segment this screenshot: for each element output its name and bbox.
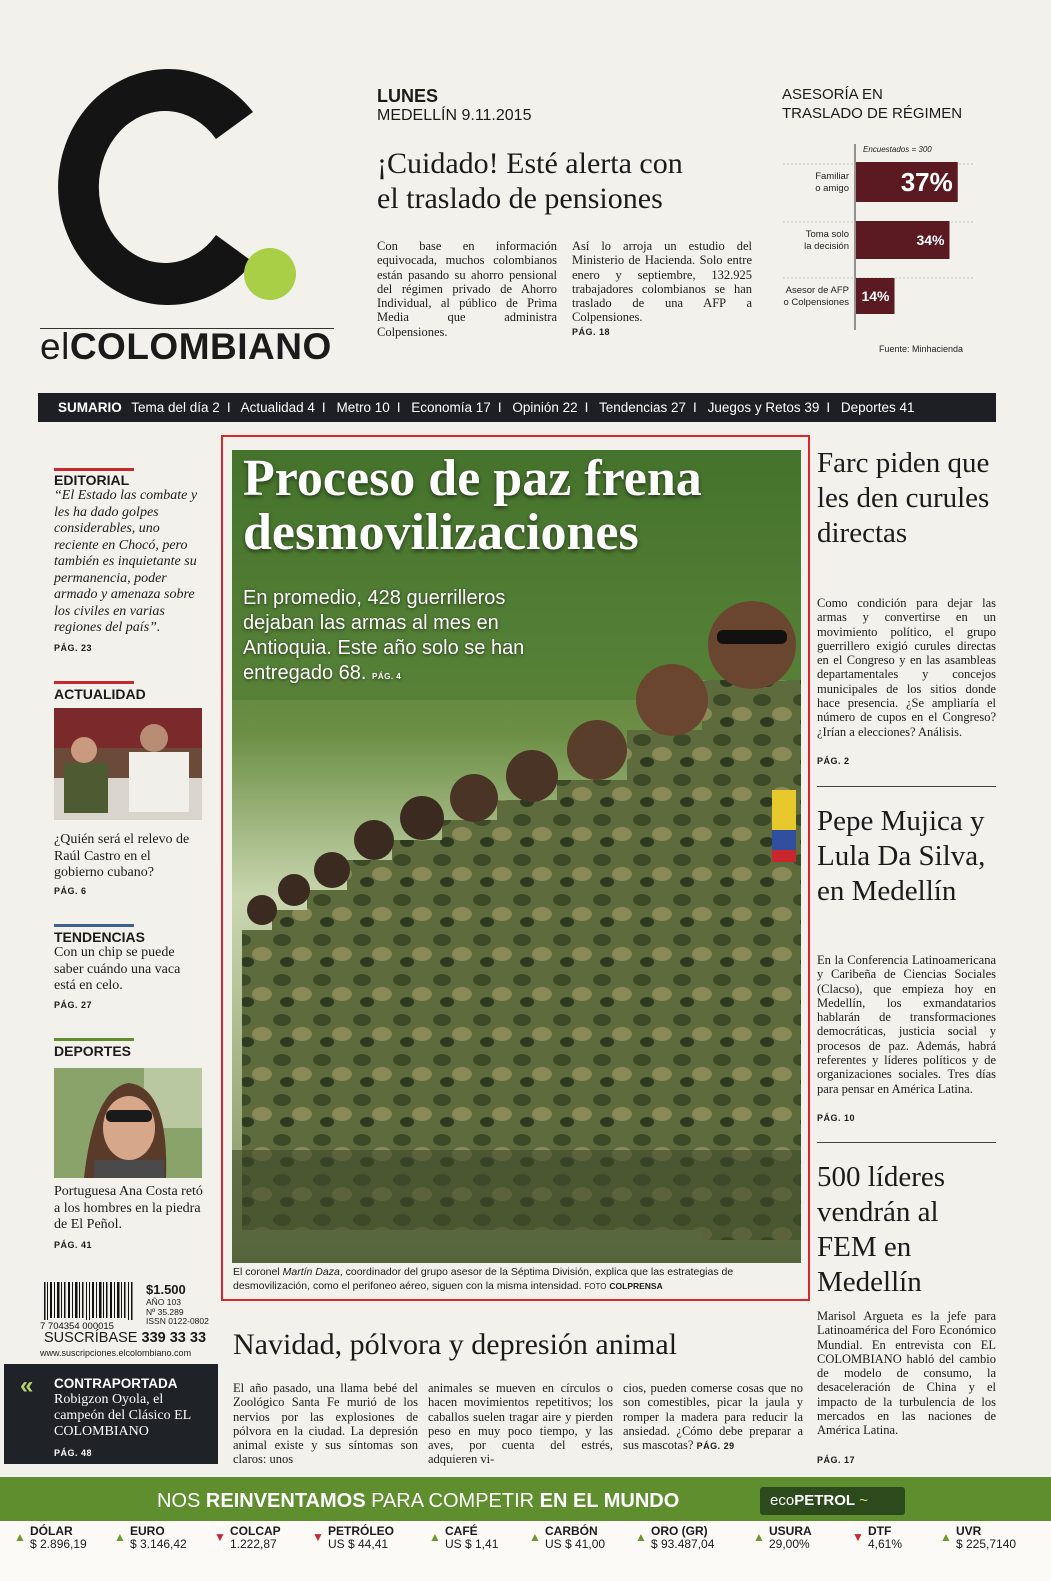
indicator-name: ORO (GR): [651, 1524, 708, 1538]
story-fem-headline[interactable]: 500 líderes vendrán al FEM en Medellín: [817, 1161, 946, 1298]
deportes-text: Portuguesa Ana Costa retó a los hombres en la piedra de El Peñol.: [54, 1184, 203, 1232]
indicator-arrow-icon: ▼: [214, 1530, 226, 1544]
indicator-name: USURA: [769, 1524, 812, 1538]
indicator-arrow-icon: ▼: [852, 1530, 864, 1544]
indicator-value: US $ 41,00: [545, 1537, 606, 1551]
issue-year: AÑO 103: [146, 1297, 181, 1307]
chart-category-label: o amigo: [815, 183, 849, 194]
tendencias-label: TENDENCIAS: [54, 929, 146, 945]
indicator-arrow-icon: ▲: [940, 1530, 952, 1544]
navidad-column-1: El año pasado, una llama bebé del Zoológico Santa Fe murió de los nervios por las explosiones de pólvora en la ciudad. La depresión animal existe y sus síntomas son claros: unos: [233, 1381, 418, 1467]
tendencias-page-ref[interactable]: PÁG. 27: [54, 1000, 93, 1010]
deportes-photo[interactable]: [54, 1068, 202, 1178]
tendencias-rule: [54, 924, 134, 927]
caption-credit-label: FOTO: [584, 1281, 607, 1291]
indicator-value: 29,00%: [769, 1537, 810, 1551]
contraportada-box[interactable]: [4, 1364, 218, 1464]
soldiers-photo[interactable]: [232, 450, 801, 1263]
ecopetrol-logo: [760, 1487, 905, 1515]
photo-headline-line2: desmovilizaciones: [243, 504, 639, 561]
sumario-label: SUMARIO: [58, 400, 122, 415]
indicator-name: CAFÉ: [445, 1524, 478, 1538]
lead-column-2: [572, 239, 752, 339]
indicator-arrow-icon: ▲: [429, 1530, 441, 1544]
banner-word-1: NOS: [157, 1490, 201, 1512]
newspaper-name: [40, 326, 332, 368]
lead-column-2-text: Así lo arroja un estudio del Ministerio de Hacienda. Solo entre enero y septiembre, 132.925 trabajadores colombianos se han traslado de una AFP a Colpensiones.: [572, 239, 752, 325]
story-fem-page-ref[interactable]: PÁG. 17: [817, 1455, 856, 1465]
lead-page-ref[interactable]: PÁG. 18: [572, 326, 611, 337]
chart-category-label: la decisión: [804, 241, 849, 252]
indicator-name: COLCAP: [230, 1524, 281, 1538]
indicator-name: PETRÓLEO: [328, 1524, 395, 1538]
story-farc-text: Como condición para dejar las armas y convertirse en un movimiento político, el grupo guerrillero exigió curules directas en el Congreso y en las asambleas departamentales y concejos municipales de los sitios donde hace presencia. ¿Se ampliaría el número de cupos en el Congreso? ¿Irían a elecciones? Análisis.: [817, 596, 996, 739]
caption-name: Martín Daza: [282, 1266, 340, 1278]
banner-word-3: PARA COMPETIR: [371, 1490, 535, 1512]
barcode: [40, 1282, 140, 1330]
sumario-item[interactable]: Deportes 41: [840, 400, 915, 415]
lead-column-1: Con base en información equivocada, muchos colombianos están pasando su ahorro pensional del régimen privado de Ahorro Individual, al público de Prima Media que administra Colpensiones.: [377, 239, 557, 339]
masthead-logo-c: [38, 52, 298, 322]
actualidad-photo[interactable]: [54, 708, 202, 820]
editorial-label: EDITORIAL: [54, 472, 130, 488]
story-farc-headline[interactable]: Farc piden que les den curules directas: [817, 447, 990, 549]
indicator-name: DÓLAR: [30, 1524, 73, 1538]
chart-title-line2: TRASLADO DE RÉGIMEN: [782, 105, 963, 122]
price: $1.500: [146, 1282, 186, 1297]
indicator-value: $ 225,7140: [956, 1537, 1017, 1551]
actualidad-page-ref[interactable]: PÁG. 6: [54, 886, 87, 896]
indicator-value: $ 2.896,19: [30, 1537, 87, 1551]
lead-headline-line2: el traslado de pensiones: [377, 182, 663, 215]
iguana-icon: ~: [859, 1492, 868, 1509]
actualidad-text: ¿Quién será el relevo de Raúl Castro en el gobierno cubano?: [54, 832, 190, 880]
right-divider: [817, 1142, 996, 1143]
indicator-arrow-icon: ▲: [635, 1530, 647, 1544]
sumario-bar: SUMARIO Tema del día 2 I Actualidad 4 I Metro 10 I Economía 17 I Opinión 22 I Tendencias 27 I Juegos y Retos 39 I Deportes 41: [38, 393, 996, 422]
chart-value-label: 37%: [900, 167, 953, 197]
contraportada-label: CONTRAPORTADA: [54, 1376, 178, 1391]
banner-word-4: EN EL MUNDO: [539, 1490, 680, 1512]
subscribe-phone: 339 33 33: [141, 1330, 207, 1346]
contraportada-page-ref[interactable]: PÁG. 48: [54, 1448, 93, 1458]
indicator-value: US $ 44,41: [328, 1537, 389, 1551]
story-fem-text: Marisol Argueta es la jefe para Latinoamérica del Foro Económico Mundial. En entrevista con EL COLOMBIANO habló del cambio de modelo de consumo, la desaceleración de China y el impacto de la turbulencia de los mercados en las naciones de América Latina.: [817, 1309, 996, 1438]
issue-info: [146, 1298, 209, 1327]
issue-day: LUNES: [377, 86, 439, 106]
indicator-arrow-icon: ▼: [312, 1530, 324, 1544]
issue-issn: ISSN 0122-0802: [146, 1316, 209, 1326]
editorial-rule: [54, 468, 134, 471]
name-colombiano: COLOMBIANO: [69, 326, 332, 367]
subscribe-label: SUSCRÍBASE: [44, 1330, 138, 1346]
story-mujica-text: En la Conferencia Latinoamericana y Caribeña de Ciencias Sociales (Clacso), que empieza hoy en Medellín, los exmandatarios hablarán de transformaciones democráticas, justicia social y procesos de paz. Además, habrá referentes y líderes políticos y de organizaciones sociales. Tres días para pensar en América Latina.: [817, 953, 996, 1096]
sumario-item[interactable]: Juegos y Retos 39: [707, 400, 820, 415]
indicator-value: 1.222,87: [230, 1537, 277, 1551]
indicator-arrow-icon: ▲: [14, 1530, 26, 1544]
navidad-column-3: [623, 1381, 803, 1453]
indicator-name: DTF: [868, 1524, 892, 1538]
sumario-item[interactable]: Metro 10: [336, 400, 390, 415]
caption-part-a: El coronel: [233, 1266, 283, 1278]
barcode-number: 7 704354 000015: [40, 1321, 114, 1330]
pension-chart: [775, 140, 995, 360]
chart-title-line1: ASESORÍA EN: [782, 86, 883, 103]
banner-slogan: [157, 1490, 679, 1513]
indicator-arrow-icon: ▲: [753, 1530, 765, 1544]
indicator-arrow-icon: ▲: [529, 1530, 541, 1544]
chart-value-label: 14%: [861, 288, 890, 304]
editorial-quote: “El Estado las combate y les ha dado golpes considerables, uno reciente en Chocó, pero también es inquietante su permanencia, poder armado y amenaza sobre los civiles en varias regiones del país”.: [54, 488, 198, 635]
sumario-item[interactable]: Actualidad 4: [240, 400, 315, 415]
photo-headline-line1: Proceso de paz frena: [243, 450, 702, 507]
lead-headline[interactable]: [377, 146, 777, 216]
chart-category-label: Familiar: [815, 171, 849, 182]
tendencias-text: Con un chip se puede saber cuándo una vaca está en celo.: [54, 945, 181, 993]
issue-number: Nº 35.289: [146, 1306, 184, 1317]
actualidad-rule: [54, 681, 134, 684]
chart-category-label: o Colpensiones: [783, 297, 849, 308]
caption-credit: COLPRENSA: [609, 1280, 663, 1291]
double-chevron-icon: «: [20, 1372, 34, 1399]
actualidad-label: ACTUALIDAD: [54, 686, 146, 702]
photo-subhead-text: En promedio, 428 guerrilleros dejaban las armas al mes en Antioquia. Este año solo se han entregado 68.: [243, 587, 525, 684]
lead-headline-line1: ¡Cuidado! Esté alerta con: [377, 147, 683, 180]
name-el: el: [40, 326, 70, 367]
logo-green-dot: [244, 248, 296, 300]
logo-petrol: PETROL: [794, 1492, 856, 1509]
photo-headline[interactable]: [243, 452, 798, 560]
deportes-rule: [54, 1038, 134, 1041]
chart-category-label: Asesor de AFP: [785, 285, 849, 296]
issue-city-date: MEDELLÍN 9.11.2015: [377, 107, 532, 124]
indicator-name: UVR: [956, 1524, 982, 1538]
navidad-column-2: animales se mueven en círculos o hacen movimientos repetitivos; los caballos suelen tragar aire y pierden peso en muy poco tiempo, y las aves, por cuenta del estrés, adquieren vi-: [428, 1381, 613, 1467]
chart-title: [782, 85, 962, 123]
deportes-label: DEPORTES: [54, 1043, 132, 1059]
photo-subhead: [243, 586, 563, 689]
story-mujica-headline[interactable]: Pepe Mujica y Lula Da Silva, en Medellín: [817, 805, 986, 907]
editorial-page-ref[interactable]: PÁG. 23: [54, 643, 93, 653]
indicator-value: $ 93.487,04: [651, 1537, 715, 1551]
photo-subhead-page-ref[interactable]: PÁG. 4: [372, 672, 402, 681]
sumario-item[interactable]: Opinión 22: [512, 400, 578, 415]
story-farc-page-ref[interactable]: PÁG. 2: [817, 756, 850, 766]
logo-eco: eco: [770, 1492, 795, 1509]
sumario-item[interactable]: Tendencias 27: [598, 400, 687, 415]
right-divider: [817, 786, 996, 787]
indicator-arrow-icon: ▲: [114, 1530, 126, 1544]
sumario-item[interactable]: Economía 17: [411, 400, 491, 415]
sumario-item[interactable]: Tema del día 2: [131, 400, 220, 415]
navidad-column-3-text: cios, pueden comerse cosas que no son comestibles, picar la jaula y romper la madera para reducir la ansiedad. ¿Cómo debe preparar a sus mascotas?: [623, 1381, 803, 1453]
indicator-value: US $ 1,41: [445, 1537, 499, 1551]
chart-category-label: Toma solo: [805, 229, 849, 240]
photo-caption: [233, 1266, 801, 1293]
indicator-name: EURO: [130, 1524, 165, 1538]
indicator-name: CARBÓN: [545, 1524, 598, 1538]
story-mujica-page-ref[interactable]: PÁG. 10: [817, 1113, 856, 1123]
chart-note: Encuestados = 300: [863, 145, 932, 154]
chart-value-label: 34%: [916, 232, 945, 248]
contraportada-text: Robigzon Oyola, el campeón del Clásico EL COLOMBIANO: [54, 1392, 191, 1439]
indicator-value: 4,61%: [868, 1537, 903, 1551]
navidad-page-ref[interactable]: PÁG. 29: [696, 1441, 735, 1452]
caption-part-b: , coordinador del grupo asesor de la Séptima División, explica que las estrategias de desmovilización, como el perifoneo aéreo, siguen con la misma intensidad.: [233, 1266, 734, 1292]
banner-word-2: REINVENTAMOS: [205, 1490, 366, 1512]
subscribe-url[interactable]: www.suscripciones.elcolombiano.com: [40, 1348, 192, 1358]
subscribe-line[interactable]: [44, 1330, 206, 1346]
navidad-headline[interactable]: Navidad, pólvora y depresión animal: [233, 1328, 678, 1361]
indicator-value: $ 3.146,42: [130, 1537, 187, 1551]
deportes-page-ref[interactable]: PÁG. 41: [54, 1240, 93, 1250]
chart-source: Fuente: Minhacienda: [878, 344, 963, 354]
